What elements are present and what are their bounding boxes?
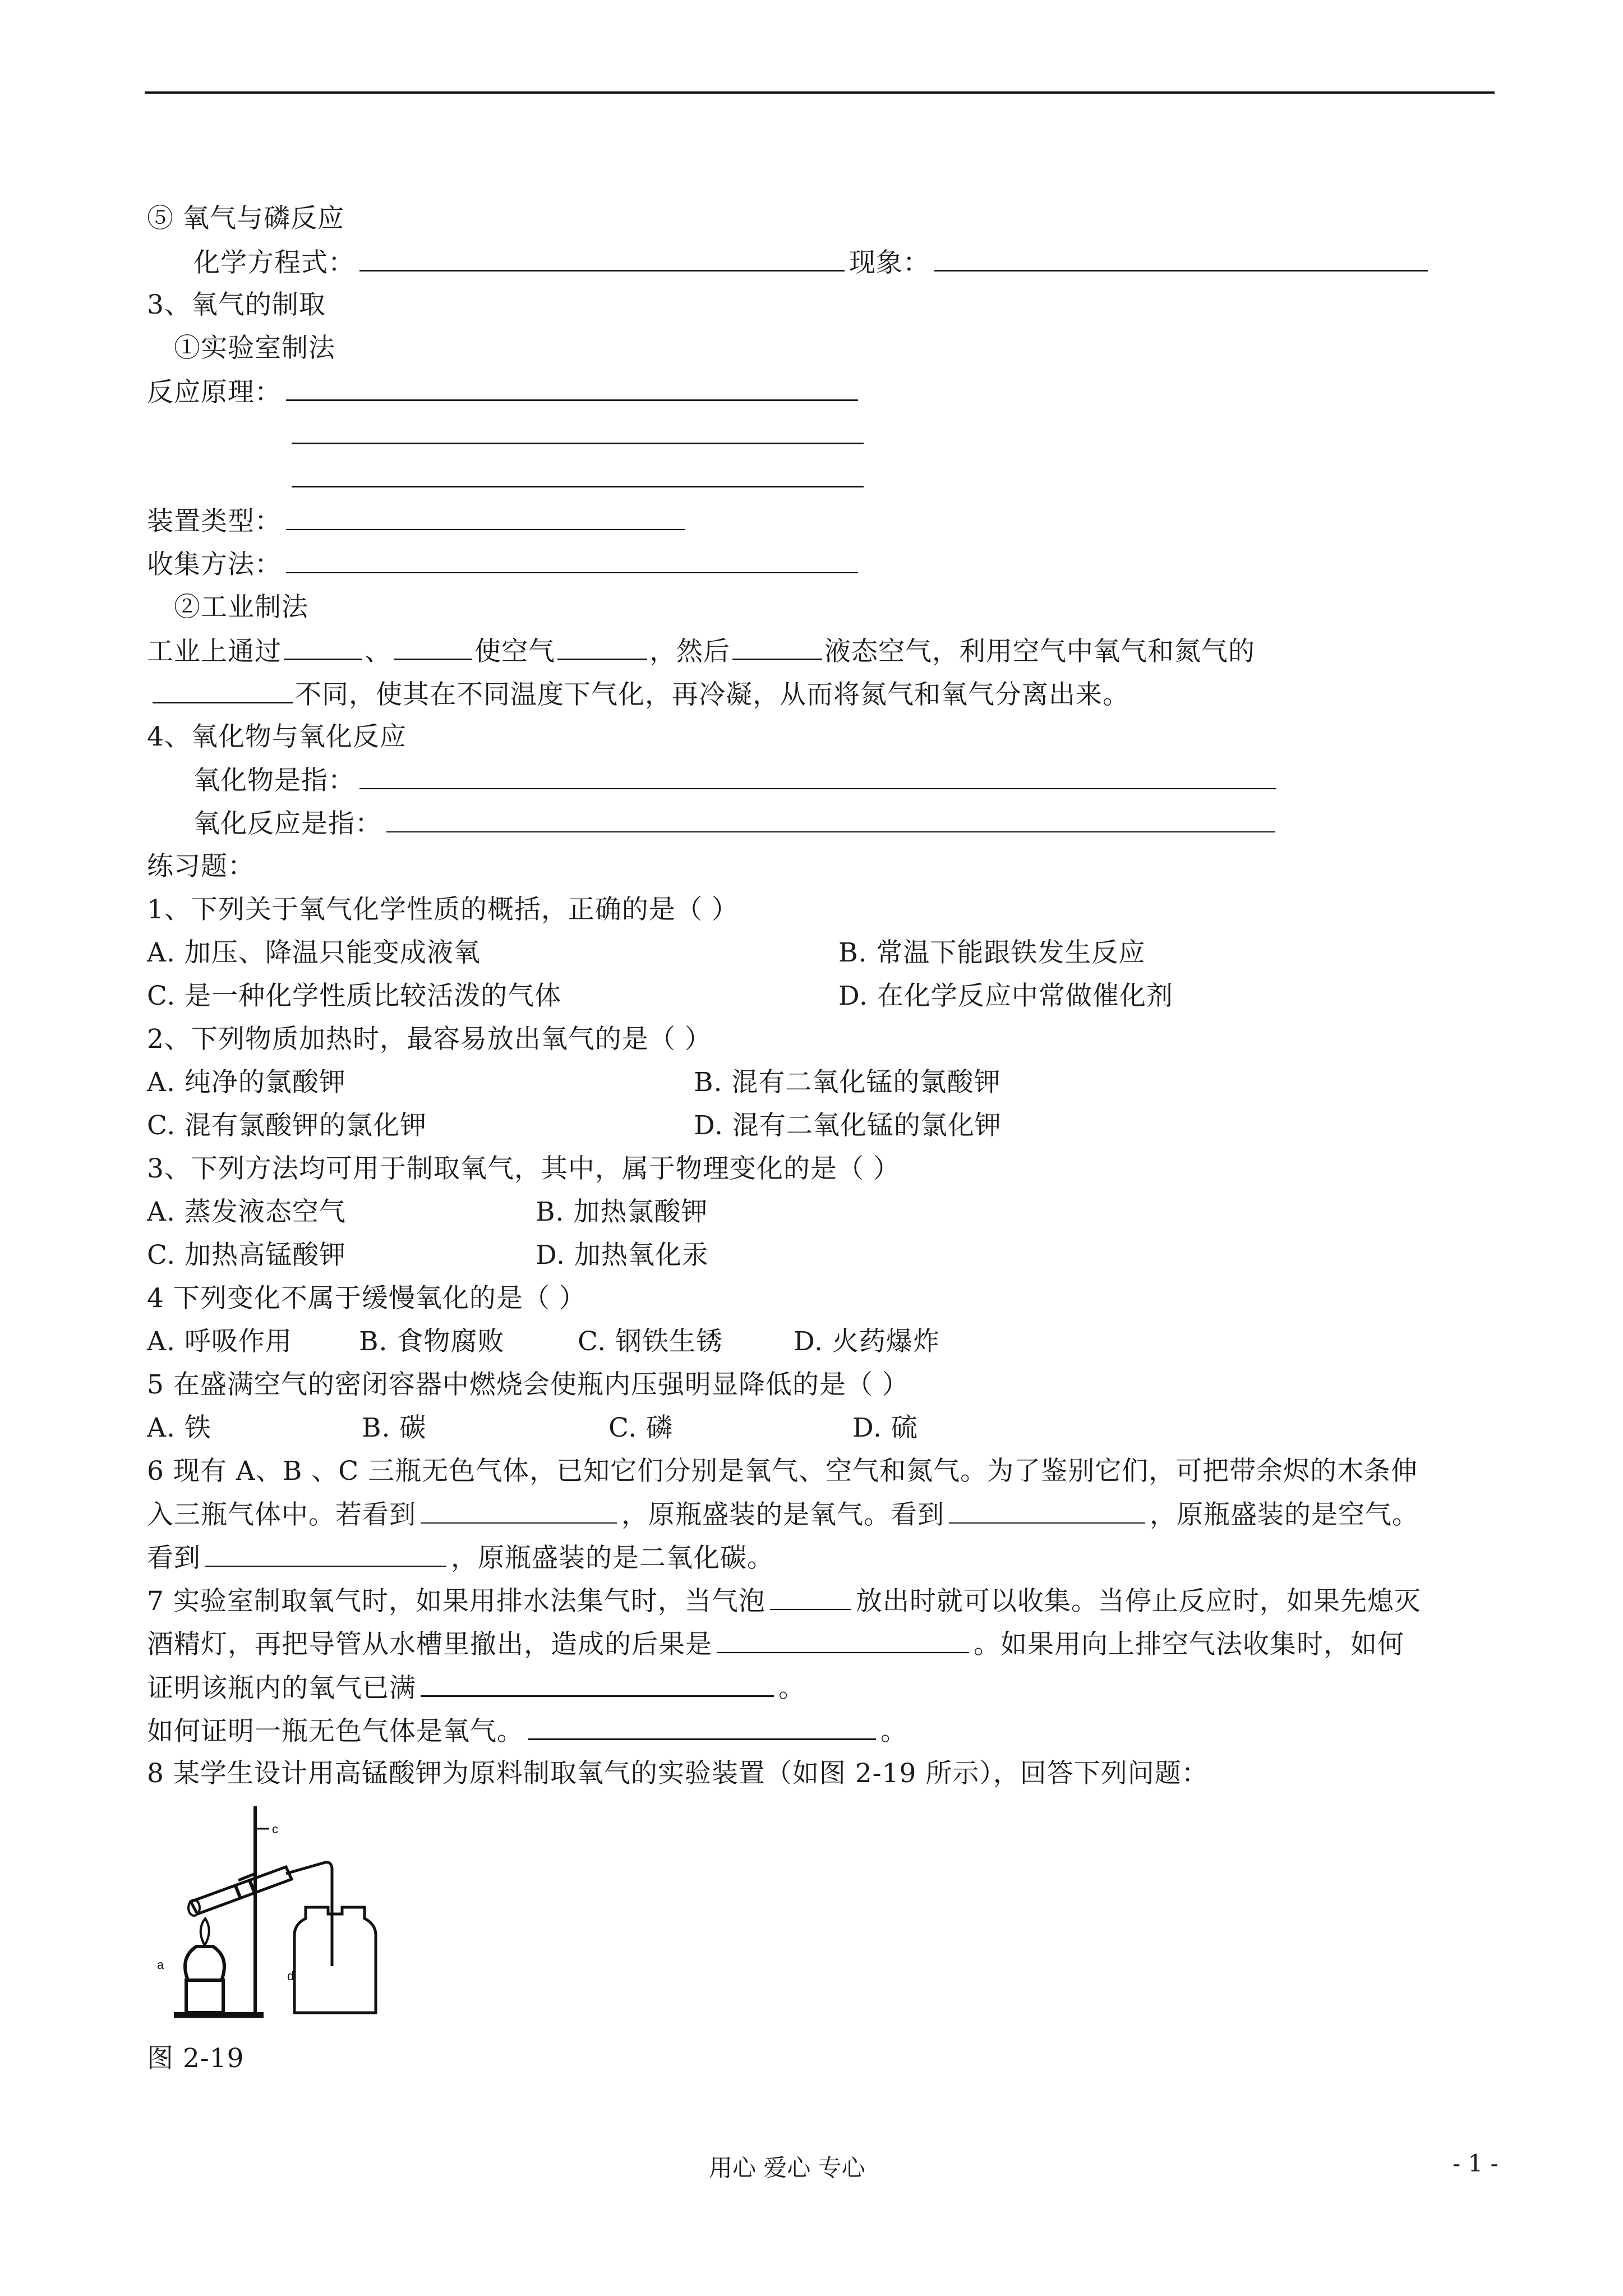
q6-text-2c: ，原瓶盛装的是空气。 xyxy=(1150,1499,1419,1530)
label-a: a xyxy=(157,1958,164,1972)
industry-text-5: 液态空气，利用空气中氧气和氮气的 xyxy=(824,636,1255,667)
q7-blank-prove[interactable] xyxy=(528,1714,876,1740)
q3-option-a[interactable]: A. 蒸发液态空气 xyxy=(147,1197,346,1227)
oxidation-line xyxy=(193,807,1280,841)
q4-option-d[interactable]: D. 火药爆炸 xyxy=(794,1326,940,1357)
collect-blank[interactable] xyxy=(286,547,858,573)
figure-caption: 图 2-19 xyxy=(147,2043,245,2074)
industry-blank-3[interactable] xyxy=(557,634,647,660)
q2-option-c[interactable]: C. 混有氯酸钾的氯化钾 xyxy=(147,1110,427,1141)
q3-option-b[interactable]: B. 加热氯酸钾 xyxy=(536,1197,708,1227)
q6-line-1: 6 现有 A、B 、C 三瓶无色气体，已知它们分别是氧气、空气和氮气。为了鉴别它们，可把带余烬的木条伸 xyxy=(147,1456,1418,1487)
apparatus-line xyxy=(147,504,690,539)
q1-stem: 1、下列关于氧气化学性质的概括，正确的是（ ） xyxy=(147,894,739,925)
section-3-title: 3、氧气的制取 xyxy=(147,289,326,320)
oxide-label: 氧化物是指： xyxy=(193,765,355,796)
industry-text-6: 不同，使其在不同温度下气化，再冷凝，从而将氮气和氧气分离出来。 xyxy=(295,679,1129,710)
q7-line-4 xyxy=(147,1714,907,1749)
principle-blank-2[interactable] xyxy=(292,418,864,444)
header-rule xyxy=(145,91,1495,94)
collect-line xyxy=(147,547,863,582)
q4-stem: 4 下列变化不属于缓慢氧化的是（ ） xyxy=(147,1283,586,1314)
equation-blank[interactable] xyxy=(359,245,845,272)
q7-text-1b: 放出时就可以收集。当停止反应时，如果先熄灭 xyxy=(855,1586,1421,1617)
q7-blank-bubbles[interactable] xyxy=(770,1584,851,1610)
oxide-line xyxy=(193,763,1281,798)
q7-text-2b: 。如果用向上排空气法收集时，如何 xyxy=(974,1629,1404,1660)
industry-blank-1[interactable] xyxy=(284,634,362,660)
q3-option-c[interactable]: C. 加热高锰酸钾 xyxy=(147,1240,347,1271)
q5-option-b[interactable]: B. 碳 xyxy=(362,1412,427,1443)
industry-blank-5[interactable] xyxy=(153,677,293,703)
q7-blank-consequence[interactable] xyxy=(717,1627,969,1653)
practice-title: 练习题： xyxy=(147,851,255,882)
apparatus-label: 装置类型： xyxy=(147,506,282,537)
q8-stem: 8 某学生设计用高锰酸钾为原料制取氧气的实验装置（如图 2-19 所示），回答下列问题： xyxy=(147,1758,1209,1789)
q7-line-1 xyxy=(147,1584,1421,1618)
industry-method-title: ②工业制法 xyxy=(174,592,308,623)
section-5-equation-line xyxy=(193,245,1432,280)
principle-line-2 xyxy=(292,418,868,453)
oxide-blank[interactable] xyxy=(359,763,1276,789)
apparatus-diagram xyxy=(157,1795,449,2031)
q6-blank-air[interactable] xyxy=(949,1498,1145,1524)
q4-option-c[interactable]: C. 钢铁生锈 xyxy=(578,1326,723,1357)
industry-blank-4[interactable] xyxy=(732,634,822,660)
q7-text-3a: 证明该瓶内的氧气已满 xyxy=(147,1673,416,1704)
label-d: d xyxy=(287,1969,294,1983)
principle-line xyxy=(147,375,863,409)
section-4-title: 4、氧化物与氧化反应 xyxy=(147,721,407,752)
industry-text-2: 、 xyxy=(365,636,391,667)
q5-option-d[interactable]: D. 硫 xyxy=(852,1412,918,1443)
industry-blank-2[interactable] xyxy=(394,634,472,660)
label-c: c xyxy=(272,1822,278,1836)
industry-text-3: 使空气 xyxy=(474,636,555,667)
q6-text-3a: 看到 xyxy=(147,1543,201,1573)
oxidation-label: 氧化反应是指： xyxy=(193,808,382,839)
section-5-title: ⑤ 氧气与磷反应 xyxy=(147,203,344,234)
industry-line-1 xyxy=(147,634,1255,669)
q6-line-2 xyxy=(147,1498,1419,1532)
phenomenon-label: 现象： xyxy=(849,247,930,278)
industry-text-4: ，然后 xyxy=(649,636,730,667)
q5-option-a[interactable]: A. 铁 xyxy=(147,1412,211,1443)
q5-option-c[interactable]: C. 磷 xyxy=(608,1412,674,1443)
q6-blank-oxygen[interactable] xyxy=(421,1498,617,1524)
q7-text-3b: 。 xyxy=(778,1673,805,1704)
principle-blank-3[interactable] xyxy=(292,461,864,487)
q4-option-b[interactable]: B. 食物腐败 xyxy=(359,1326,505,1357)
q5-stem: 5 在盛满空气的密闭容器中燃烧会使瓶内压强明显降低的是（ ） xyxy=(147,1369,909,1400)
q7-line-2 xyxy=(147,1627,1404,1662)
q6-text-3b: ，原瓶盛装的是二氧化碳。 xyxy=(451,1543,774,1573)
industry-line-2 xyxy=(147,677,1129,712)
q7-blank-full[interactable] xyxy=(421,1671,774,1697)
principle-label: 反应原理： xyxy=(147,377,282,408)
q6-line-3 xyxy=(147,1541,774,1575)
q7-text-4a: 如何证明一瓶无色气体是氧气。 xyxy=(147,1716,524,1747)
lab-method-title: ①实验室制法 xyxy=(174,333,335,364)
page-number: - 1 - xyxy=(1453,2150,1498,2177)
q1-option-d[interactable]: D. 在化学反应中常做催化剂 xyxy=(838,981,1173,1011)
q1-option-a[interactable]: A. 加压、降温只能变成液氧 xyxy=(147,937,481,968)
q6-text-2b: ，原瓶盛装的是氧气。看到 xyxy=(621,1499,944,1530)
q2-option-b[interactable]: B. 混有二氧化锰的氯酸钾 xyxy=(694,1067,1001,1098)
footer-slogan: 用心 爱心 专心 xyxy=(709,2154,865,2182)
q3-stem: 3、下列方法均可用于制取氧气，其中，属于物理变化的是（ ） xyxy=(147,1153,900,1184)
q2-stem: 2、下列物质加热时，最容易放出氧气的是（ ） xyxy=(147,1024,712,1055)
q4-option-a[interactable]: A. 呼吸作用 xyxy=(147,1326,292,1357)
equation-label: 化学方程式： xyxy=(193,247,355,278)
principle-line-3 xyxy=(292,461,868,496)
phenomenon-blank[interactable] xyxy=(934,245,1428,272)
q6-text-2a: 入三瓶气体中。若看到 xyxy=(147,1499,416,1530)
industry-text-1: 工业上通过 xyxy=(147,636,282,667)
principle-blank-1[interactable] xyxy=(286,375,858,401)
q6-blank-co2[interactable] xyxy=(205,1541,446,1567)
q3-option-d[interactable]: D. 加热氧化汞 xyxy=(536,1240,709,1271)
oxidation-blank[interactable] xyxy=(386,807,1275,832)
q7-text-4b: 。 xyxy=(880,1716,907,1747)
q1-option-c[interactable]: C. 是一种化学性质比较活泼的气体 xyxy=(147,981,562,1011)
q7-text-1a: 7 实验室制取氧气时，如果用排水法集气时，当气泡 xyxy=(147,1586,766,1617)
q7-line-3 xyxy=(147,1671,805,1705)
q1-option-b[interactable]: B. 常温下能跟铁发生反应 xyxy=(838,937,1146,968)
collect-label: 收集方法： xyxy=(147,549,282,580)
q2-option-d[interactable]: D. 混有二氧化锰的氯化钾 xyxy=(694,1110,1002,1141)
q2-option-a[interactable]: A. 纯净的氯酸钾 xyxy=(147,1067,346,1098)
apparatus-blank[interactable] xyxy=(286,504,685,530)
q7-text-2a: 酒精灯，再把导管从水槽里撤出，造成的后果是 xyxy=(147,1629,712,1660)
